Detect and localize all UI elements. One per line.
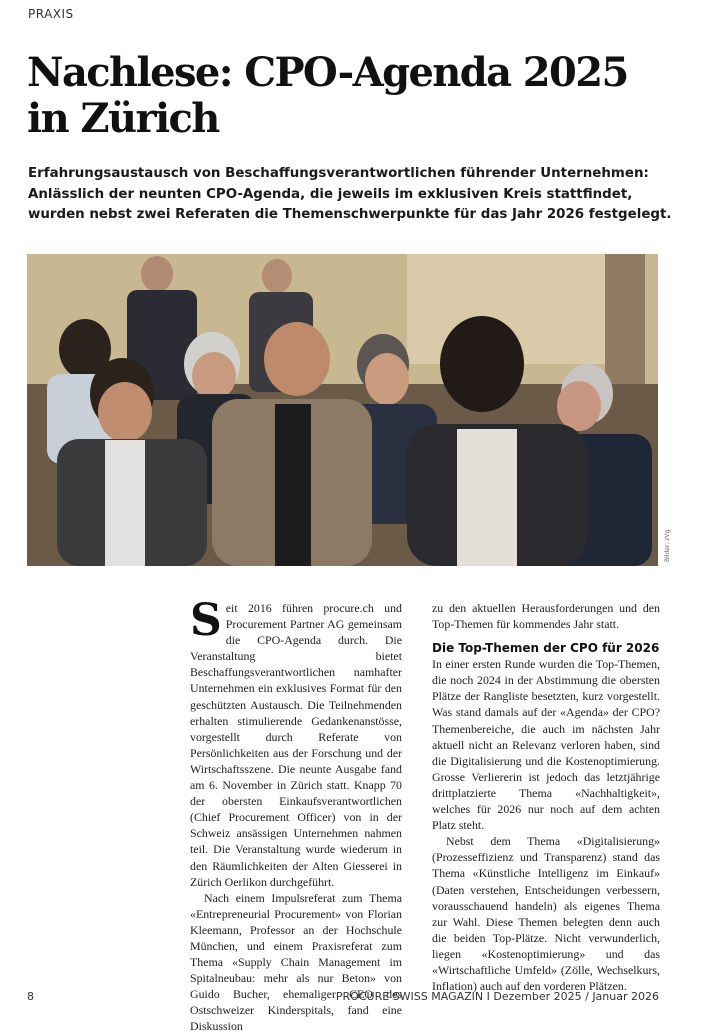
- magazine-footer: PROCURE SWISS MAGAZIN I Dezember 2025 / Januar 2026: [335, 990, 659, 1003]
- section-subheading: Die Top-Themen der CPO für 2026: [432, 641, 660, 656]
- event-photo: [27, 254, 658, 566]
- page-number: 8: [27, 990, 34, 1003]
- body-paragraph: Seit 2016 führen procure.ch und Procurement Partner AG gemeinsam die CPO-Agenda durch. Die Veranstaltung bietet Beschaffungsverantwortlichen namhafter Unternehmen ein exklusives Format für den geschützten Austausch. Die Teilnehmenden erhalten stimulierende Gedankenanstösse, vorgestellt durch Referate von Persönlichkeiten aus der Forschung und der Wirtschaftsszene. Die neunte Ausgabe fand am 6. November in Zürich statt. Knapp 70 der obersten Einkaufsverantwortlichen (Chief Procurement Officer) von in der Schweiz ansässigen Unternehmen nahmen teil. Die Veranstaltung wurde wiederum in den Räumlichkeiten der Alten Giesserei in Zürich Oerlikon durchgeführt.: [190, 595, 402, 889]
- title-line-2: in Zürich: [27, 95, 219, 142]
- section-label: PRAXIS: [28, 7, 74, 21]
- body-paragraph: Nach einem Impulsreferat zum Thema «Entrepreneurial Procurement» von Florian Kleemann, Professor an der Hochschule München, und einem Praxisreferat zum Thema «Supply Chain Management im Spitalneubau: mehr als nur Beton» von Guido Bucher, ehemaliger CEO des Ostschweizer Kinderspitals, fand eine Diskussion: [190, 890, 402, 1034]
- article-title: [27, 50, 687, 142]
- body-paragraph: zu den aktuellen Herausforderungen und den Top-Themen für kommendes Jahr statt.: [432, 601, 660, 632]
- body-paragraph: In einer ersten Runde wurden die Top-Themen, die noch 2024 in der Abstimmung die obersten Plätze der Rangliste besetzten, kurz vorgestellt. Was stand damals auf der «Agenda» der CPO? Themenbereiche, die auch im nächsten Jahr aktuell nicht an Relevanz verloren haben, sind die Digitalisierung und die Kostenoptimierung. Grosse Verliererin ist jedoch das letztjährige drittplatzierte Thema «Nachhaltigkeit», welches für 2026 nur noch auf dem achten Platz steht.: [432, 657, 660, 833]
- body-paragraph: Nebst dem Thema «Digitalisierung» (Prozesseffizienz und Transparenz) stand das Thema «Künstliche Intelligenz im Einkauf» (Daten verstehen, Entscheidungen verbessern, vorausschauend handeln) als eigenes Thema zur Wahl. Diese Themen belegten denn auch die beiden Top-Plätze. Nicht verwunderlich, liegen «Kostenoptimierung» und das «Wirtschaftliche Umfeld» (Zölle, Wechselkurs, Inflation) auch auf den vorderen Plätzen.: [432, 834, 660, 994]
- title-line-1: Nachlese: CPO-Agenda 2025: [27, 49, 628, 96]
- article-lead: Erfahrungsaustausch von Beschaffungsverantwortlichen führender Unternehmen: Anlässlich der neunten CPO-Agenda, die jeweils im exklusiven Kreis stattfindet, wurden nebst zwei Referaten die Themenschwerpunkte für das Jahr 2026 festgelegt.: [28, 166, 672, 222]
- body-column-left: [190, 595, 402, 1035]
- body-column-right: [432, 600, 660, 994]
- drop-cap: S: [190, 595, 222, 646]
- photo-credit: Bilder: zVg: [664, 529, 671, 562]
